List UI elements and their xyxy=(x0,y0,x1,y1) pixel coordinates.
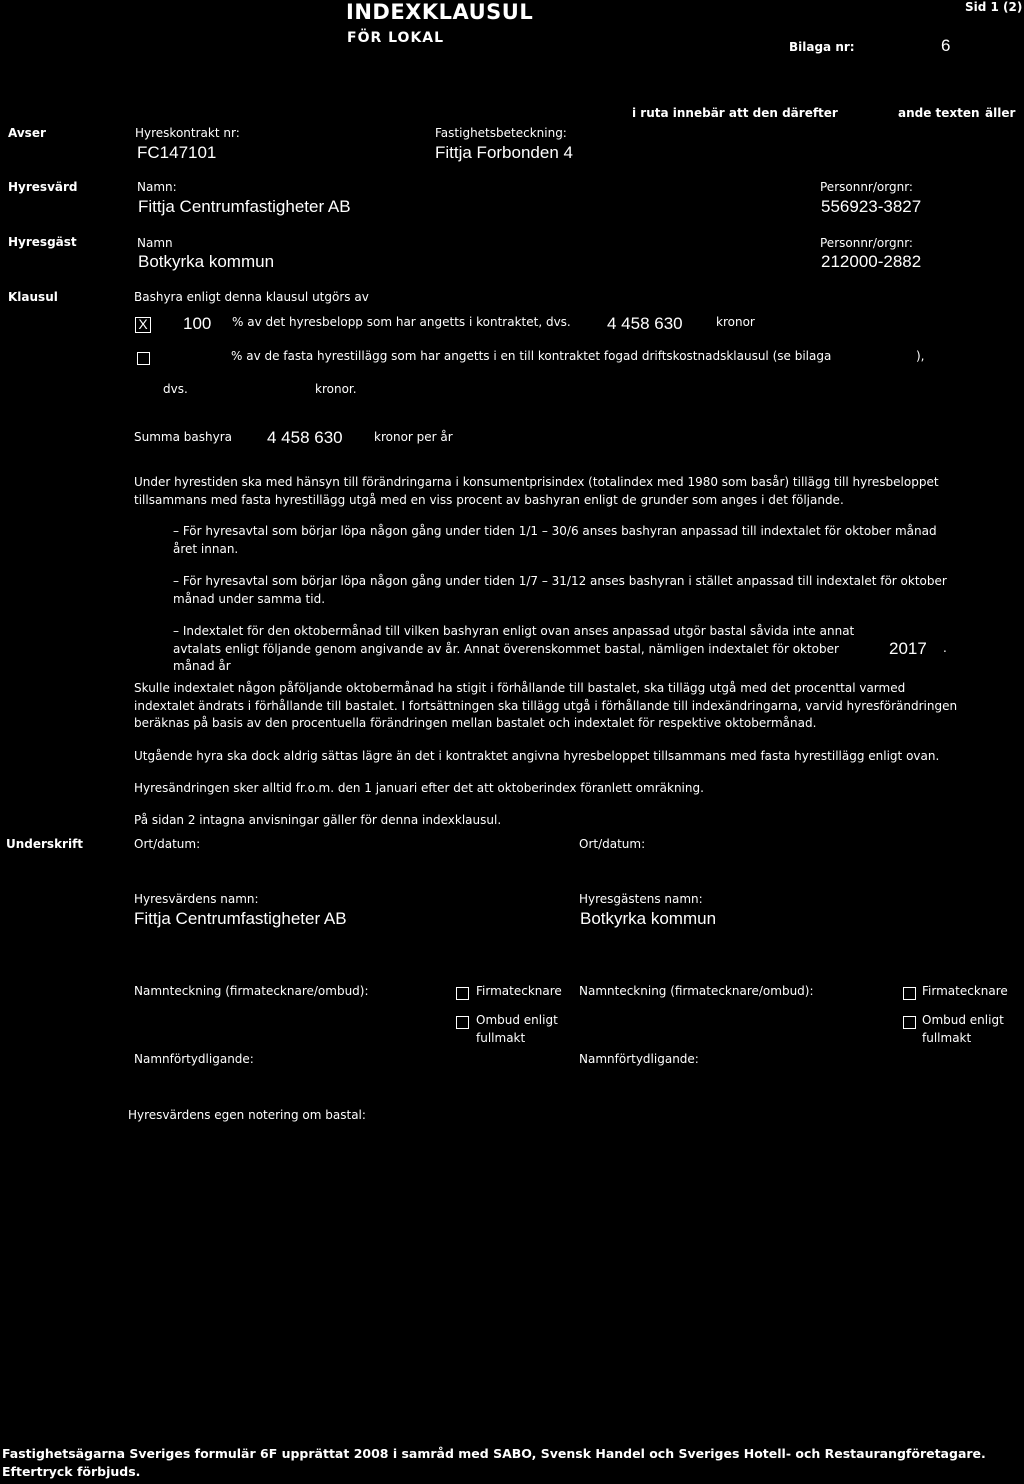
document-subtitle: FÖR LOKAL xyxy=(347,30,445,46)
form-footer: Fastighetsägarna Sveriges formulär 6F upprättat 2008 i samråd med SABO, Svensk Handel och Sveriges Hotell- och Restaurangföretagare. Eftertryck förbjuds. xyxy=(2,1446,986,1479)
section-label-klausul: Klausul xyxy=(8,290,58,304)
bastal-note-label[interactable]: Hyresvärdens egen notering om bastal: xyxy=(128,1108,366,1122)
contract-number-label: Hyreskontrakt nr: xyxy=(135,126,240,140)
bullet-jul-dec: – För hyresavtal som börjar löpa någon gång under tiden 1/7 – 31/12 anses bashyran i stället anpassad till indextalet för oktober månad under samma tid. xyxy=(173,574,947,606)
bilaga-label: Bilaga nr: xyxy=(789,40,855,54)
landlord-ombud-label-2: fullmakt xyxy=(476,1031,526,1045)
paragraph-change-date: Hyresändringen sker alltid fr.o.m. den 1 januari efter det att oktoberindex föranlett omräkning. xyxy=(134,781,704,795)
option1-checkbox[interactable]: X xyxy=(135,317,151,333)
bullet-bastal-text: – Indextalet för den oktobermånad till vilken bashyran enligt ovan anses anpassad utgör bastal såvida inte annat avtalats enligt följande genom angivande av år. Annat överenskommet bastal, nämligen indextalet för oktober månad år xyxy=(173,624,855,673)
landlord-firmatecknare-label: Firmatecknare xyxy=(476,984,562,998)
name-clarification-tenant[interactable]: Namnförtydligande: xyxy=(579,1052,699,1066)
property-label: Fastighetsbeteckning: xyxy=(435,126,567,140)
landlord-ombud-checkbox[interactable] xyxy=(456,1016,469,1029)
paragraph-index-rule: Under hyrestiden ska med hänsyn till förändringarna i konsumentprisindex (totalindex med 1980 som basår) tillägg till hyresbeloppet tillsammans med fasta hyrestillägg utgå med en viss procent av bashyran enligt de grunder som anges i det följande. xyxy=(134,475,939,507)
tenant-id-value: 212000-2882 xyxy=(821,252,922,271)
property-value: Fittja Forbonden 4 xyxy=(435,143,573,162)
bilaga-value: 6 xyxy=(941,36,951,55)
tenant-ombud-checkbox[interactable] xyxy=(903,1016,916,1029)
document-title: INDEXKLAUSUL xyxy=(346,0,534,24)
landlord-sign-name-label: Hyresvärdens namn: xyxy=(134,892,259,906)
signature-label-tenant: Namnteckning (firmatecknare/ombud): xyxy=(579,984,814,998)
summa-bashyra-value: 4 458 630 xyxy=(267,428,343,447)
tenant-id-label: Personnr/orgnr: xyxy=(820,236,913,250)
option2-checkbox[interactable] xyxy=(137,352,150,365)
summa-bashyra-unit: kronor per år xyxy=(374,430,453,444)
place-date-label-landlord[interactable]: Ort/datum: xyxy=(134,837,201,851)
section-label-avser: Avser xyxy=(8,126,46,140)
landlord-id-label: Personnr/orgnr: xyxy=(820,180,913,194)
option1-percent: 100 xyxy=(183,314,212,333)
bullet-jan-jun: – För hyresavtal som börjar löpa någon gång under tiden 1/1 – 30/6 anses bashyran anpassad till indextalet för oktober månad året innan. xyxy=(173,524,937,556)
paragraph-instructions: På sidan 2 intagna anvisningar gäller för denna indexklausul. xyxy=(134,813,502,827)
bullet-bastal xyxy=(173,623,883,676)
option1-text: % av det hyresbelopp som har angetts i kontraktet, dvs. xyxy=(232,315,571,329)
landlord-firmatecknare-checkbox[interactable] xyxy=(456,987,469,1000)
place-date-label-tenant[interactable]: Ort/datum: xyxy=(579,837,646,851)
landlord-id-value: 556923-3827 xyxy=(821,197,922,216)
klausul-intro: Bashyra enligt denna klausul utgörs av xyxy=(134,290,369,304)
tenant-ombud-label-2: fullmakt xyxy=(922,1031,972,1045)
paragraph-increase: Skulle indextalet någon påföljande oktobermånad ha stigit i förhållande till bastalet, ska tillägg utgå med det procenttal varmed indextalet ändrats i förhållande till bastalet. I fortsättningen ska tillägg utgå i förhållande till indexändringarna, varvid hyresförändringen beräknas på basis av den procentuella förändringen mellan bastalet och indextalet för respektive oktobermånad. xyxy=(134,681,958,730)
section-label-hyresvard: Hyresvärd xyxy=(8,180,78,194)
note-fragment: i ruta innebär att den därefter xyxy=(632,106,838,120)
option2-kronor: kronor. xyxy=(315,382,357,396)
option1-amount: 4 458 630 xyxy=(607,314,683,333)
signature-label-landlord: Namnteckning (firmatecknare/ombud): xyxy=(134,984,369,998)
option2-text: % av de fasta hyrestillägg som har angetts i en till kontraktet fogad driftskostnadsklausul (se bilaga xyxy=(231,349,832,363)
section-label-underskrift: Underskrift xyxy=(6,837,84,851)
landlord-sign-name-value: Fittja Centrumfastigheter AB xyxy=(134,909,347,928)
contract-number-value: FC147101 xyxy=(137,143,217,162)
name-clarification-landlord[interactable]: Namnförtydligande: xyxy=(134,1052,254,1066)
page-number: Sid 1 (2) xyxy=(965,0,1023,14)
summa-bashyra-label: Summa bashyra xyxy=(134,430,232,444)
tenant-firmatecknare-label: Firmatecknare xyxy=(922,984,1008,998)
note-fragment: ande texten xyxy=(898,106,980,120)
bastal-year-period: . xyxy=(943,641,947,655)
bastal-year: 2017 xyxy=(889,639,927,658)
tenant-sign-name-label: Hyresgästens namn: xyxy=(579,892,703,906)
option2-close: ), xyxy=(916,349,925,363)
landlord-ombud-label: Ombud enligt xyxy=(476,1013,558,1027)
tenant-ombud-label: Ombud enligt xyxy=(922,1013,1004,1027)
paragraph-minimum-rent: Utgående hyra ska dock aldrig sättas lägre än det i kontraktet angivna hyresbeloppet tillsammans med fasta hyrestillägg enligt ovan. xyxy=(134,749,940,763)
note-fragment: äller xyxy=(985,106,1016,120)
option2-dvs: dvs. xyxy=(163,382,188,396)
tenant-name-value: Botkyrka kommun xyxy=(138,252,275,271)
section-label-hyresgast: Hyresgäst xyxy=(8,235,77,249)
landlord-name-value: Fittja Centrumfastigheter AB xyxy=(138,197,351,216)
option1-unit: kronor xyxy=(716,315,755,329)
tenant-firmatecknare-checkbox[interactable] xyxy=(903,987,916,1000)
tenant-name-label: Namn xyxy=(137,236,173,250)
tenant-sign-name-value: Botkyrka kommun xyxy=(580,909,717,928)
landlord-name-label: Namn: xyxy=(137,180,177,194)
